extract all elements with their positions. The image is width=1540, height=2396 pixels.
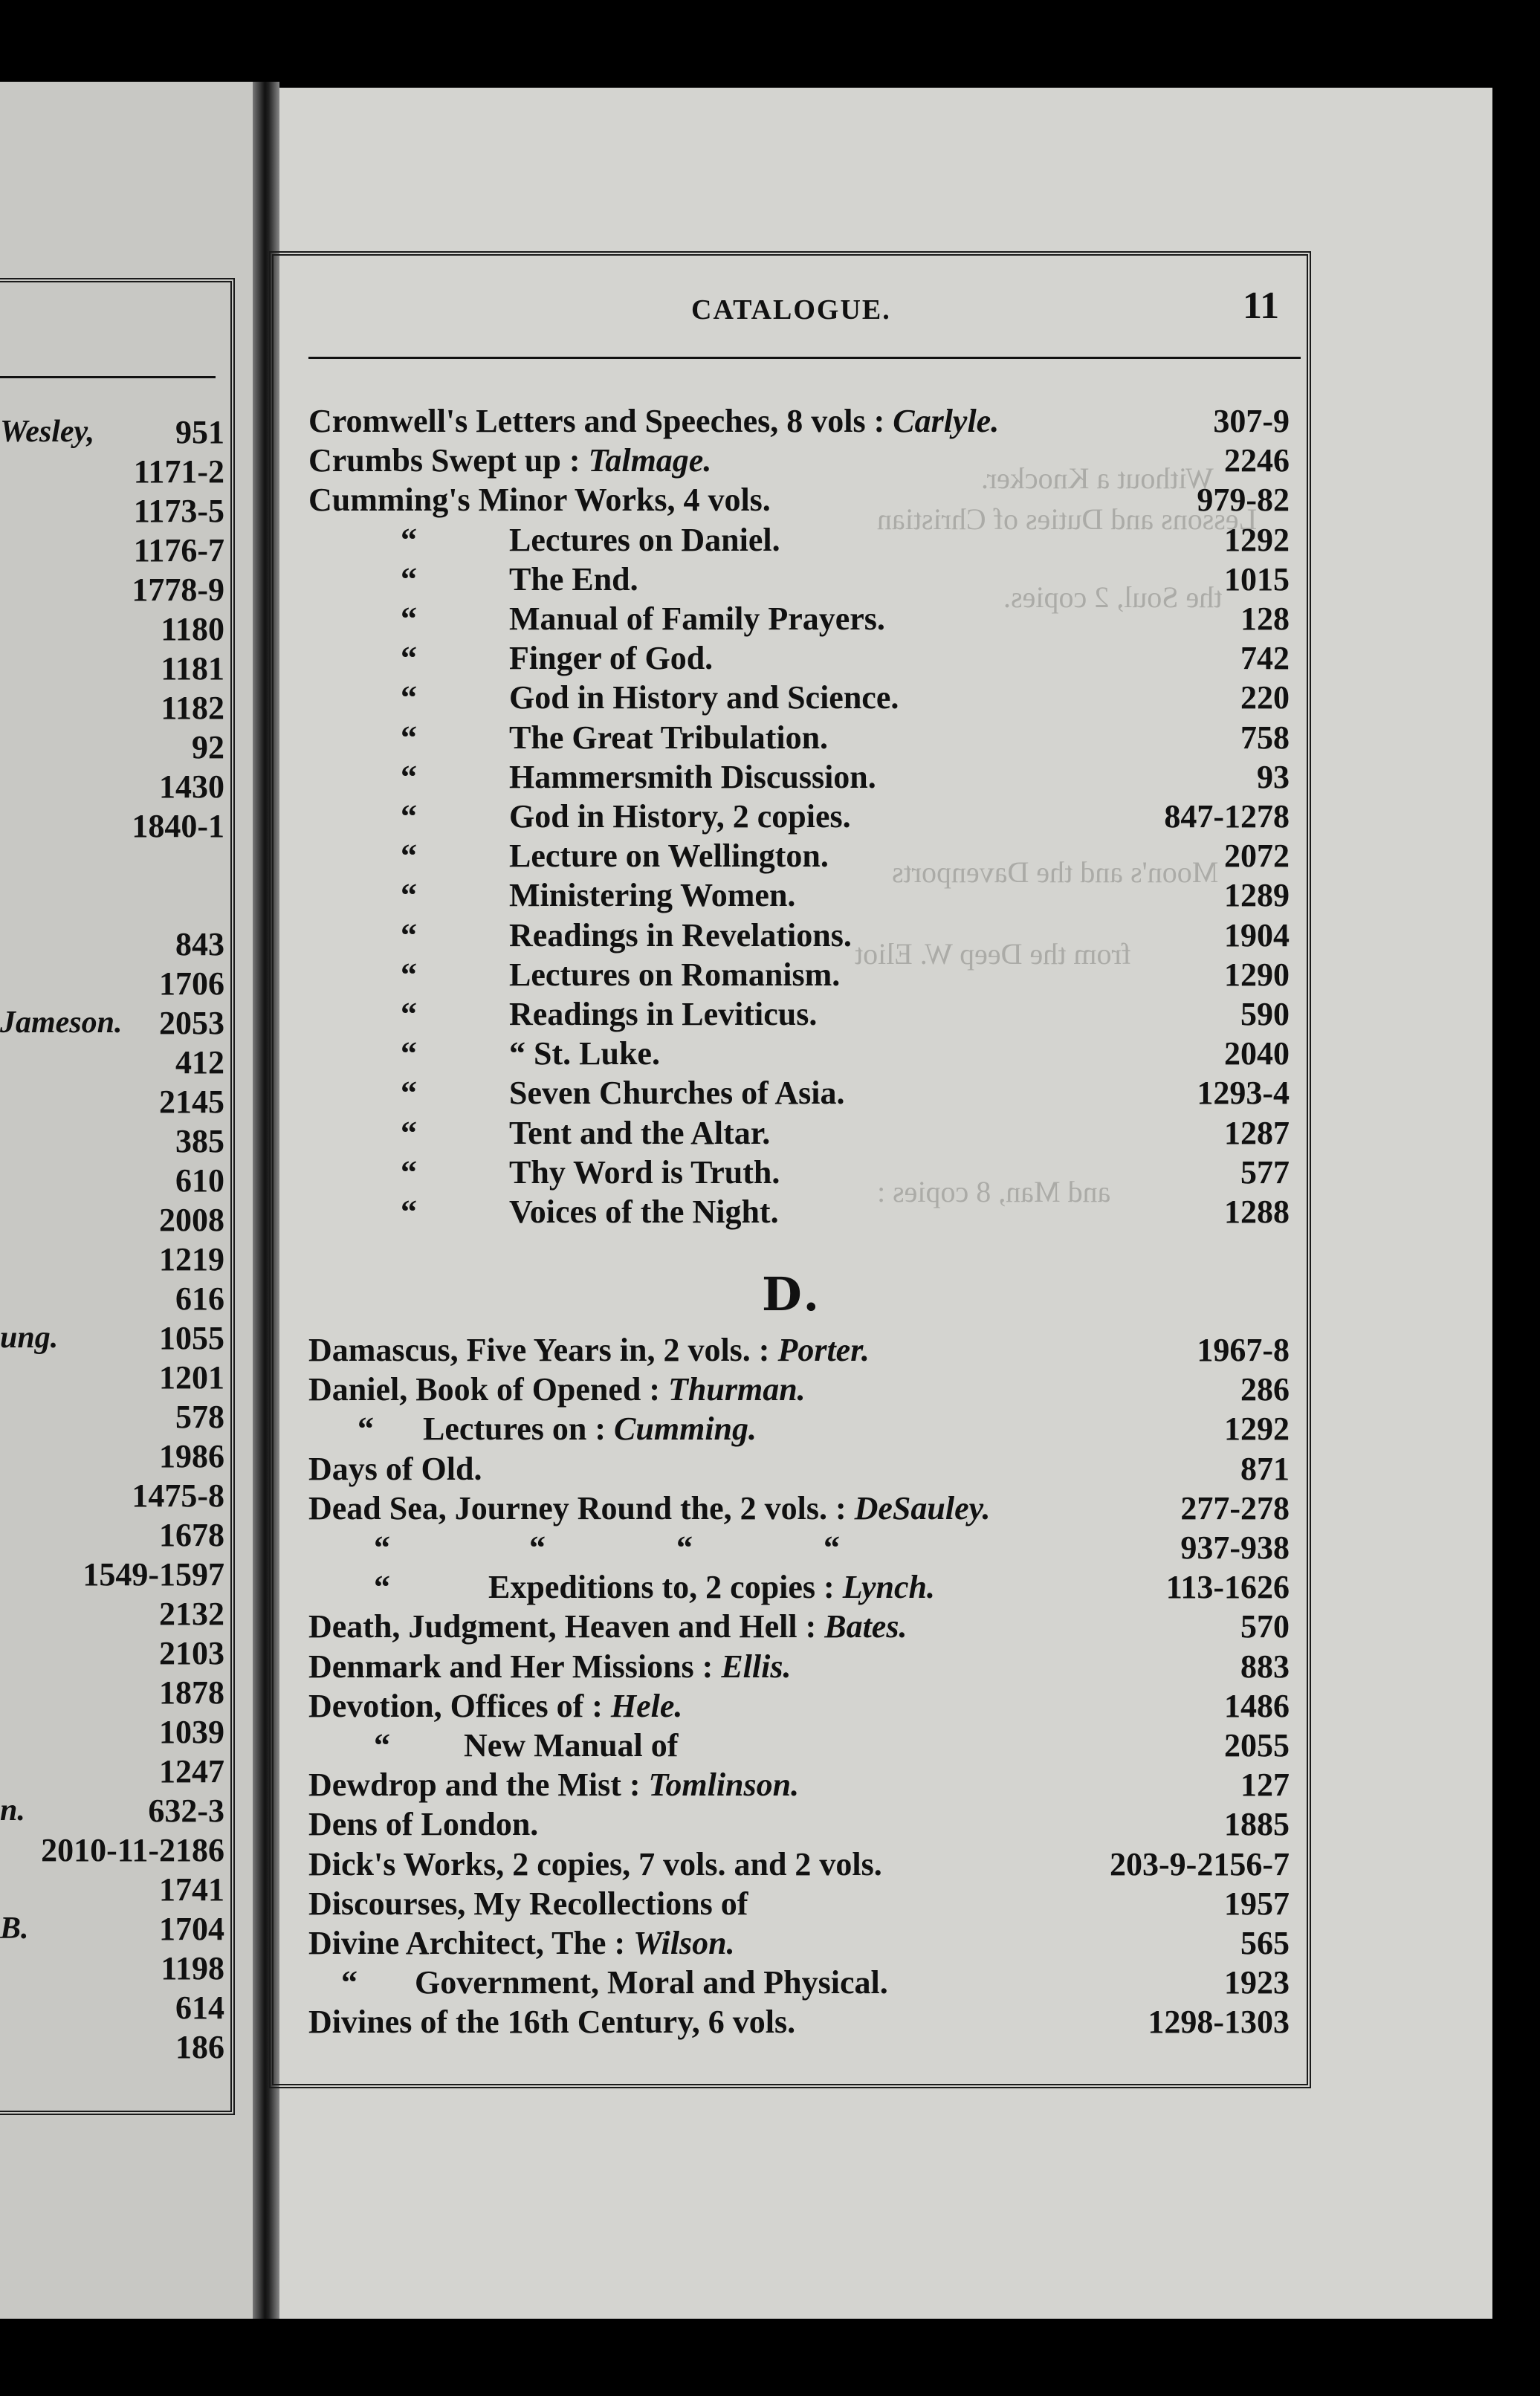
entry-title-text: Cromwell's Letters and Speeches, 8 vols : [308,403,885,439]
left-entry-number: 632-3 [148,1793,224,1829]
catalogue-entry [308,1330,1290,1370]
entry-number: 307-9 [1213,403,1290,439]
catalogue-entry [308,1963,1290,2002]
entry-title-text: Readings in Revelations. [509,916,852,953]
catalogue-entry [308,1686,1290,1726]
catalogue-entry [308,1884,1290,1923]
left-entry-number: 578 [175,1399,224,1435]
entry-title [308,718,828,757]
entry-number: 577 [1240,1153,1290,1191]
left-entry-author: Wesley, [0,415,95,449]
entry-title [308,678,899,717]
ditto-mark: “ [401,956,417,993]
left-entry-number: 1171-2 [133,453,224,490]
entry-title [308,1409,757,1448]
entry-number: 871 [1240,1450,1290,1487]
entry-number: 1923 [1224,1964,1290,2001]
entry-title [308,797,851,836]
catalogue-entry [308,955,1290,994]
catalogue-entry [308,1567,1290,1607]
entry-title [308,1765,799,1804]
entry-number: 1293-4 [1197,1075,1290,1112]
left-entry-number: 2010-11-2186 [41,1832,224,1868]
entry-number: 1292 [1224,521,1290,558]
entry-number: 1287 [1224,1114,1290,1151]
catalogue-entry [308,916,1290,955]
entry-author: Cumming. [614,1411,757,1448]
left-entry-number: 1475-8 [132,1477,224,1514]
catalogue-entry [308,599,1290,638]
left-entry-number: 1182 [161,690,224,726]
entry-title-text: “ Expeditions to, 2 copies : [308,1569,835,1606]
left-entry-author: Jameson. [0,1006,123,1040]
entry-title-text: Days of Old. [308,1450,482,1487]
entry-title-text: Lectures on Romanism. [509,956,841,993]
running-header: CATALOGUE. [691,294,891,326]
entry-number: 128 [1240,600,1290,637]
entry-title [308,757,876,797]
entry-title [308,1192,779,1231]
entry-number: 2246 [1224,442,1290,479]
ditto-mark: “ [401,521,417,558]
left-entry-number: 614 [175,1989,224,2026]
catalogue-entry [308,638,1290,678]
entry-number: 937-938 [1180,1529,1290,1566]
entry-number: 1289 [1224,877,1290,914]
entry-title [308,1884,748,1923]
entry-title [308,1923,735,1963]
entry-number: 1957 [1224,1885,1290,1922]
entry-title [308,875,795,915]
entry-author: DeSauley. [854,1489,991,1526]
bleed-through-text: and Man, 8 copies : [877,1175,1111,1208]
entry-title [308,1963,888,2002]
entry-title [308,520,780,560]
entry-title-text: Tent and the Altar. [509,1114,771,1151]
catalogue-entry [308,1845,1290,1884]
entry-title-text: “ St. Luke. [509,1035,660,1072]
catalogue-entry [308,1647,1290,1686]
entry-number: 758 [1240,719,1290,756]
bleed-through-text: the Soul, 2 copies. [1003,580,1223,614]
catalogue-entry [308,1113,1290,1153]
catalogue-entry [308,401,1290,441]
entry-number: 847-1278 [1164,798,1290,835]
entry-title [308,599,885,638]
entry-title-text: “ Lectures on : [308,1411,606,1448]
catalogue-entry [308,1528,1290,1567]
ditto-mark: “ [401,838,417,875]
left-entry-number: 1173-5 [133,493,224,529]
entry-title [308,441,711,480]
entry-number: 2072 [1224,838,1290,875]
left-entry-number: 1430 [159,768,224,805]
entry-title [308,1528,840,1567]
bleed-through-text: Lessons and Duties of Christian [877,502,1258,536]
left-entry-number: 1201 [159,1359,224,1396]
catalogue-entry [308,1765,1290,1804]
entry-author: Hele. [610,1687,683,1724]
entry-number: 277-278 [1180,1489,1290,1526]
entry-title-text: Divine Architect, The : [308,1925,626,1961]
left-entry-number: 1678 [159,1517,224,1553]
ditto-mark: “ [401,640,417,677]
entry-title-text: Discourses, My Recollections of [308,1885,748,1922]
entry-number: 1015 [1224,560,1290,598]
section-heading-d: D. [762,1267,823,1321]
left-entry-number: 1840-1 [132,808,224,844]
entry-number: 113-1626 [1165,1569,1290,1606]
left-entry-number: 2132 [159,1596,224,1632]
catalogue-entry [308,994,1290,1034]
entry-title [308,1726,678,1765]
entry-title-text: Readings in Leviticus. [509,996,818,1032]
left-entry-number: 385 [175,1123,224,1159]
entry-author: Porter. [777,1332,870,1368]
entry-title [308,638,713,678]
entry-title [308,1845,882,1884]
entry-title-text: Dead Sea, Journey Round the, 2 vols. : [308,1489,847,1526]
entry-number: 565 [1240,1925,1290,1961]
left-header-rule [0,376,216,378]
header-rule [308,357,1301,359]
entry-number: 2055 [1224,1727,1290,1764]
ditto-mark: “ [401,1114,417,1151]
entry-title [308,401,999,441]
catalogue-entry [308,560,1290,599]
entry-title [308,1073,844,1113]
entry-title-text: Crumbs Swept up : [308,442,580,479]
left-entry-number: 1247 [159,1753,224,1790]
entry-number: 1967-8 [1197,1332,1290,1368]
entry-title [308,1647,791,1686]
ditto-mark: “ [401,1035,417,1072]
catalogue-entry [308,757,1290,797]
entry-title-text: Cumming's Minor Works, 4 vols. [308,482,771,519]
entry-title [308,560,638,599]
catalogue-entry [308,1192,1290,1231]
catalogue-entry [308,1073,1290,1113]
entry-title-text: Dewdrop and the Mist : [308,1767,641,1804]
entry-title-text: Seven Churches of Asia. [509,1075,845,1112]
entry-number: 883 [1240,1648,1290,1685]
entry-number: 742 [1240,640,1290,677]
entry-number: 570 [1240,1608,1290,1645]
left-entry-author: B. [0,1911,29,1946]
entry-author: Wilson. [633,1925,735,1961]
catalogue-entry [308,1489,1290,1528]
catalogue-entry [308,1034,1290,1073]
ditto-mark: “ [401,719,417,756]
left-entry-number: 2053 [159,1005,224,1041]
entry-author: Talmage. [588,442,712,479]
entry-title [308,1113,770,1153]
entry-author: Bates. [824,1608,908,1645]
left-entry-number: 1219 [159,1241,224,1278]
left-entry-number: 1549-1597 [82,1556,224,1593]
ditto-mark: “ [401,1075,417,1112]
entry-number: 979-82 [1197,482,1290,519]
entry-title [308,1804,538,1844]
catalogue-entry [308,2002,1290,2042]
entry-title-text: Ministering Women. [509,877,796,914]
catalogue-entry [308,1449,1290,1489]
left-entry-number: 1198 [161,1950,224,1987]
entry-title-text: Lectures on Daniel. [509,521,780,558]
entry-title [308,955,840,994]
catalogue-entry [308,678,1290,717]
entry-number: 220 [1240,679,1290,716]
entry-title-text: Lecture on Wellington. [509,838,829,875]
ditto-mark: “ [401,1194,417,1230]
entry-title-text: Dens of London. [308,1806,539,1843]
entry-title [308,836,829,875]
entry-author: Thurman. [668,1371,806,1408]
entry-title-text: Devotion, Offices of : [308,1687,603,1724]
ditto-mark: “ [401,560,417,598]
left-entry-number: 92 [192,729,224,765]
left-entry-number: 2008 [159,1202,224,1238]
entry-title-text: Manual of Family Prayers. [509,600,885,637]
entry-number: 2040 [1224,1035,1290,1072]
left-entry-number: 1176-7 [133,532,224,569]
catalogue-entry [308,520,1290,560]
entry-author: Tomlinson. [648,1767,800,1804]
entry-title-text: The End. [509,560,638,598]
entry-title [308,1607,907,1646]
entry-title [308,1686,682,1726]
ditto-mark: “ [401,916,417,953]
left-entry-number: 2145 [159,1084,224,1120]
entry-number: 1290 [1224,956,1290,993]
catalogue-entry [308,1370,1290,1409]
entry-number: 203-9-2156-7 [1110,1845,1290,1882]
entry-title-text: Finger of God. [509,640,714,677]
entry-title [308,1449,482,1489]
entry-title [308,1034,660,1073]
left-entry-number: 2103 [159,1635,224,1671]
entry-title [308,1370,806,1409]
entry-number: 127 [1240,1767,1290,1804]
left-entry-number: 1181 [161,650,224,687]
entry-title-text: “ New Manual of [308,1727,679,1764]
catalogue-entry [308,1607,1290,1646]
left-entry-number: 1039 [159,1714,224,1750]
ditto-mark: “ [401,798,417,835]
entry-title-text: Voices of the Night. [509,1194,779,1230]
entry-number: 1288 [1224,1194,1290,1230]
left-entry-number: 1741 [159,1871,224,1908]
ditto-mark: “ [401,1153,417,1191]
catalogue-entry [308,1153,1290,1192]
catalogue-entry [308,1726,1290,1765]
entry-title-text: Thy Word is Truth. [509,1153,780,1191]
entry-number: 590 [1240,996,1290,1032]
entry-number: 1885 [1224,1806,1290,1843]
entry-title [308,1567,935,1607]
left-entry-number: 1055 [159,1320,224,1356]
entry-title-text: The Great Tribulation. [509,719,829,756]
entry-title-text: Death, Judgment, Heaven and Hell : [308,1608,817,1645]
entry-title-text: God in History and Science. [509,679,899,716]
entry-title [308,1153,780,1192]
left-entry-number: 412 [175,1044,224,1081]
entry-title-text: “ Government, Moral and Physical. [308,1964,888,2001]
entry-number: 286 [1240,1371,1290,1408]
entry-title-text: Divines of the 16th Century, 6 vols. [308,2004,796,2041]
left-entry-number: 1706 [159,965,224,1002]
left-entry-number: 951 [175,414,224,450]
bleed-through-text: Without a Knocker. [981,462,1214,495]
entry-title-text: Denmark and Her Missions : [308,1648,714,1685]
entry-title-text: Dick's Works, 2 copies, 7 vols. and 2 vols. [308,1845,882,1882]
catalogue-entry [308,836,1290,875]
entry-title-text: Damascus, Five Years in, 2 vols. : [308,1332,770,1368]
catalogue-entry [308,1804,1290,1844]
entry-title [308,994,817,1034]
left-entry-number: 1986 [159,1438,224,1474]
entry-author: Lynch. [842,1569,935,1606]
entry-author: Carlyle. [893,403,1000,439]
entry-title [308,1489,991,1528]
entry-number: 1486 [1224,1687,1290,1724]
left-entry-number: 843 [175,926,224,962]
ditto-mark: “ [401,600,417,637]
catalogue-entry [308,441,1290,480]
left-entry-number: 186 [175,2029,224,2065]
left-entry-number: 1704 [159,1911,224,1947]
entry-number: 1904 [1224,916,1290,953]
catalogue-entry [308,1409,1290,1448]
ditto-mark: “ [401,758,417,795]
left-entry-number: 616 [175,1280,224,1317]
left-entry-number: 1180 [161,611,224,647]
ditto-mark: “ [401,679,417,716]
catalogue-entry [308,797,1290,836]
entry-number: 93 [1257,758,1290,795]
entry-title-text: Hammersmith Discussion. [509,758,876,795]
left-entry-author: n. [0,1793,25,1827]
bleed-through-text: Moon's and the Davenports [892,855,1219,889]
ditto-mark: “ [401,996,417,1032]
entry-author: Ellis. [721,1648,792,1685]
page-number: 11 [1243,285,1280,327]
entry-title-text: God in History, 2 copies. [509,798,851,835]
bleed-through-text: from the Deep W. Eliot [855,937,1132,971]
entry-title-text: Daniel, Book of Opened : [308,1371,661,1408]
ditto-mark: “ [401,877,417,914]
left-entry-number: 610 [175,1162,224,1199]
left-entry-author: ung. [0,1321,59,1355]
left-entry-number: 1878 [159,1674,224,1711]
left-entry-number: 1778-9 [132,572,224,608]
entry-title [308,916,852,955]
entry-title [308,2002,795,2042]
entry-title [308,480,771,519]
catalogue-entry [308,1923,1290,1963]
entry-title-text: “ “ “ “ [308,1529,840,1566]
catalogue-entry [308,480,1290,519]
entry-title [308,1330,870,1370]
catalogue-entry [308,718,1290,757]
entry-number: 1292 [1224,1411,1290,1448]
entry-number: 1298-1303 [1148,2004,1290,2041]
catalogue-entry [308,875,1290,915]
